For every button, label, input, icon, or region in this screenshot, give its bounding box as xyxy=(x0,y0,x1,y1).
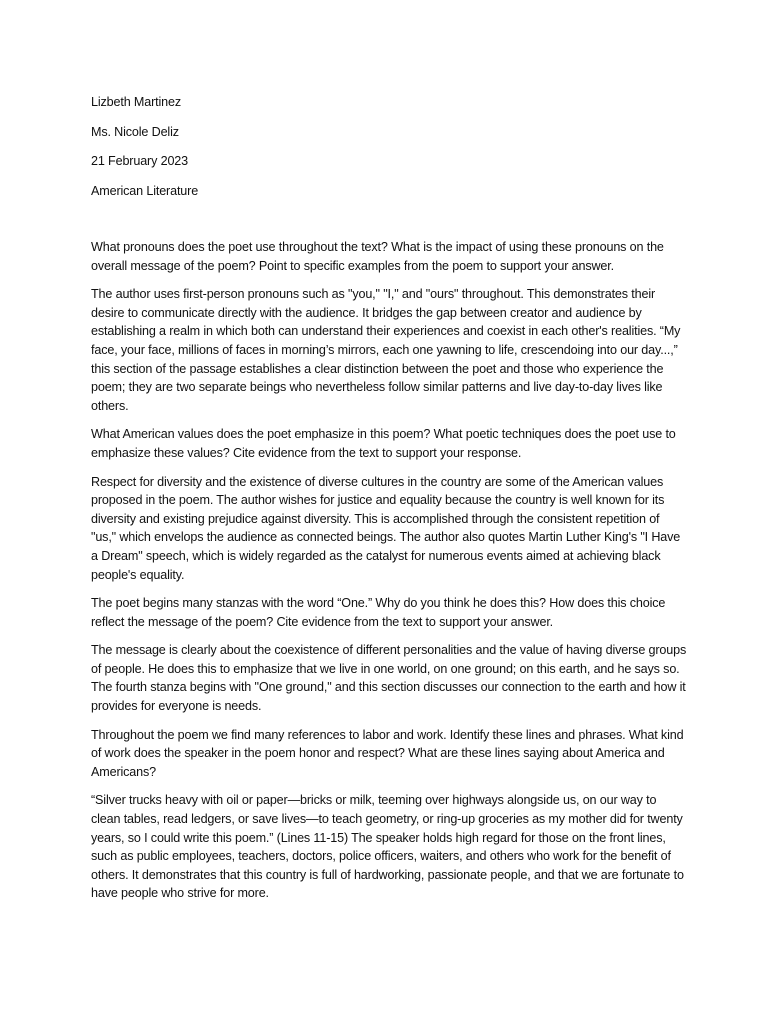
question-4: Throughout the poem we find many references to labor and work. Identify these lines and phrases. What kind of work does the speaker in the poem honor and respect? What are these lines saying about America and Americans? xyxy=(91,727,684,779)
document-date: 21 February 2023 xyxy=(91,154,189,169)
question-2: What American values does the poet emphasize in this poem? What poetic techniques does the poet use to emphasize these values? Cite evidence from the text to support your response. xyxy=(91,427,676,460)
student-name: Lizbeth Martinez xyxy=(91,95,181,109)
question-3: The poet begins many stanzas with the word “One.” Why do you think he does this? How does this choice reflect the message of the poem? Cite evidence from the text to support your answer. xyxy=(91,596,666,629)
teacher-name: Ms. Nicole Deliz xyxy=(91,124,179,139)
question-1: What pronouns does the poet use throughout the text? What is the impact of using these pronouns on the overall message of the poem? Point to specific examples from the poem to support your answer. xyxy=(91,240,664,273)
document-header xyxy=(91,93,691,211)
course-name: American Literature xyxy=(91,183,199,198)
document-body xyxy=(91,238,687,913)
answer-3: The message is clearly about the coexistence of different personalities and the value of having diverse groups of people. He does this to emphasize that we live in one world, on one ground; on this earth, and he says so. The fourth stanza begins with "One ground," and this section discusses our connection to the earth and how it provides for everyone is needs. xyxy=(91,643,687,714)
answer-2: Respect for diversity and the existence of diverse cultures in the country are some of the American values proposed in the poem. The author wishes for justice and equality because the country is well known for its diversity and existing prejudice against diversity. This is accomplished through the consistent repetition of "us," which envelops the audience as connected beings. The author also quotes Martin Luther King's "I Have a Dream" speech, which is widely regarded as the catalyst for numerous events aimed at achieving black people's equality. xyxy=(91,474,681,582)
answer-1: The author uses first-person pronouns such as "you," "I," and "ours" throughout. This demonstrates their desire to communicate directly with the audience. It bridges the gap between creator and audience by establishing a realm in which both can understand their experiences and coexist in each other's realities. “My face, your face, millions of faces in morning’s mirrors, each one yawning to life, crescendoing into our day...,” this section of the passage establishes a clear distinction between the poet and those who experience the poem; they are two separate beings who nevertheless follow similar patterns and live day-to-day lives like others. xyxy=(91,287,681,413)
answer-4: “Silver trucks heavy with oil or paper—bricks or milk, teeming over highways alongside us, on our way to clean tables, read ledgers, or save lives—to teach geometry, or ring-up groceries as my mother did for twenty years, so I could write this poem.” (Lines 11-15) The speaker holds high regard for those on the front lines, such as public employees, teachers, doctors, police officers, waiters, and others who work for the benefit of others. It demonstrates that this country is full of hardworking, passionate people, and that we are fortunate to have people who strive for more. xyxy=(91,793,684,901)
